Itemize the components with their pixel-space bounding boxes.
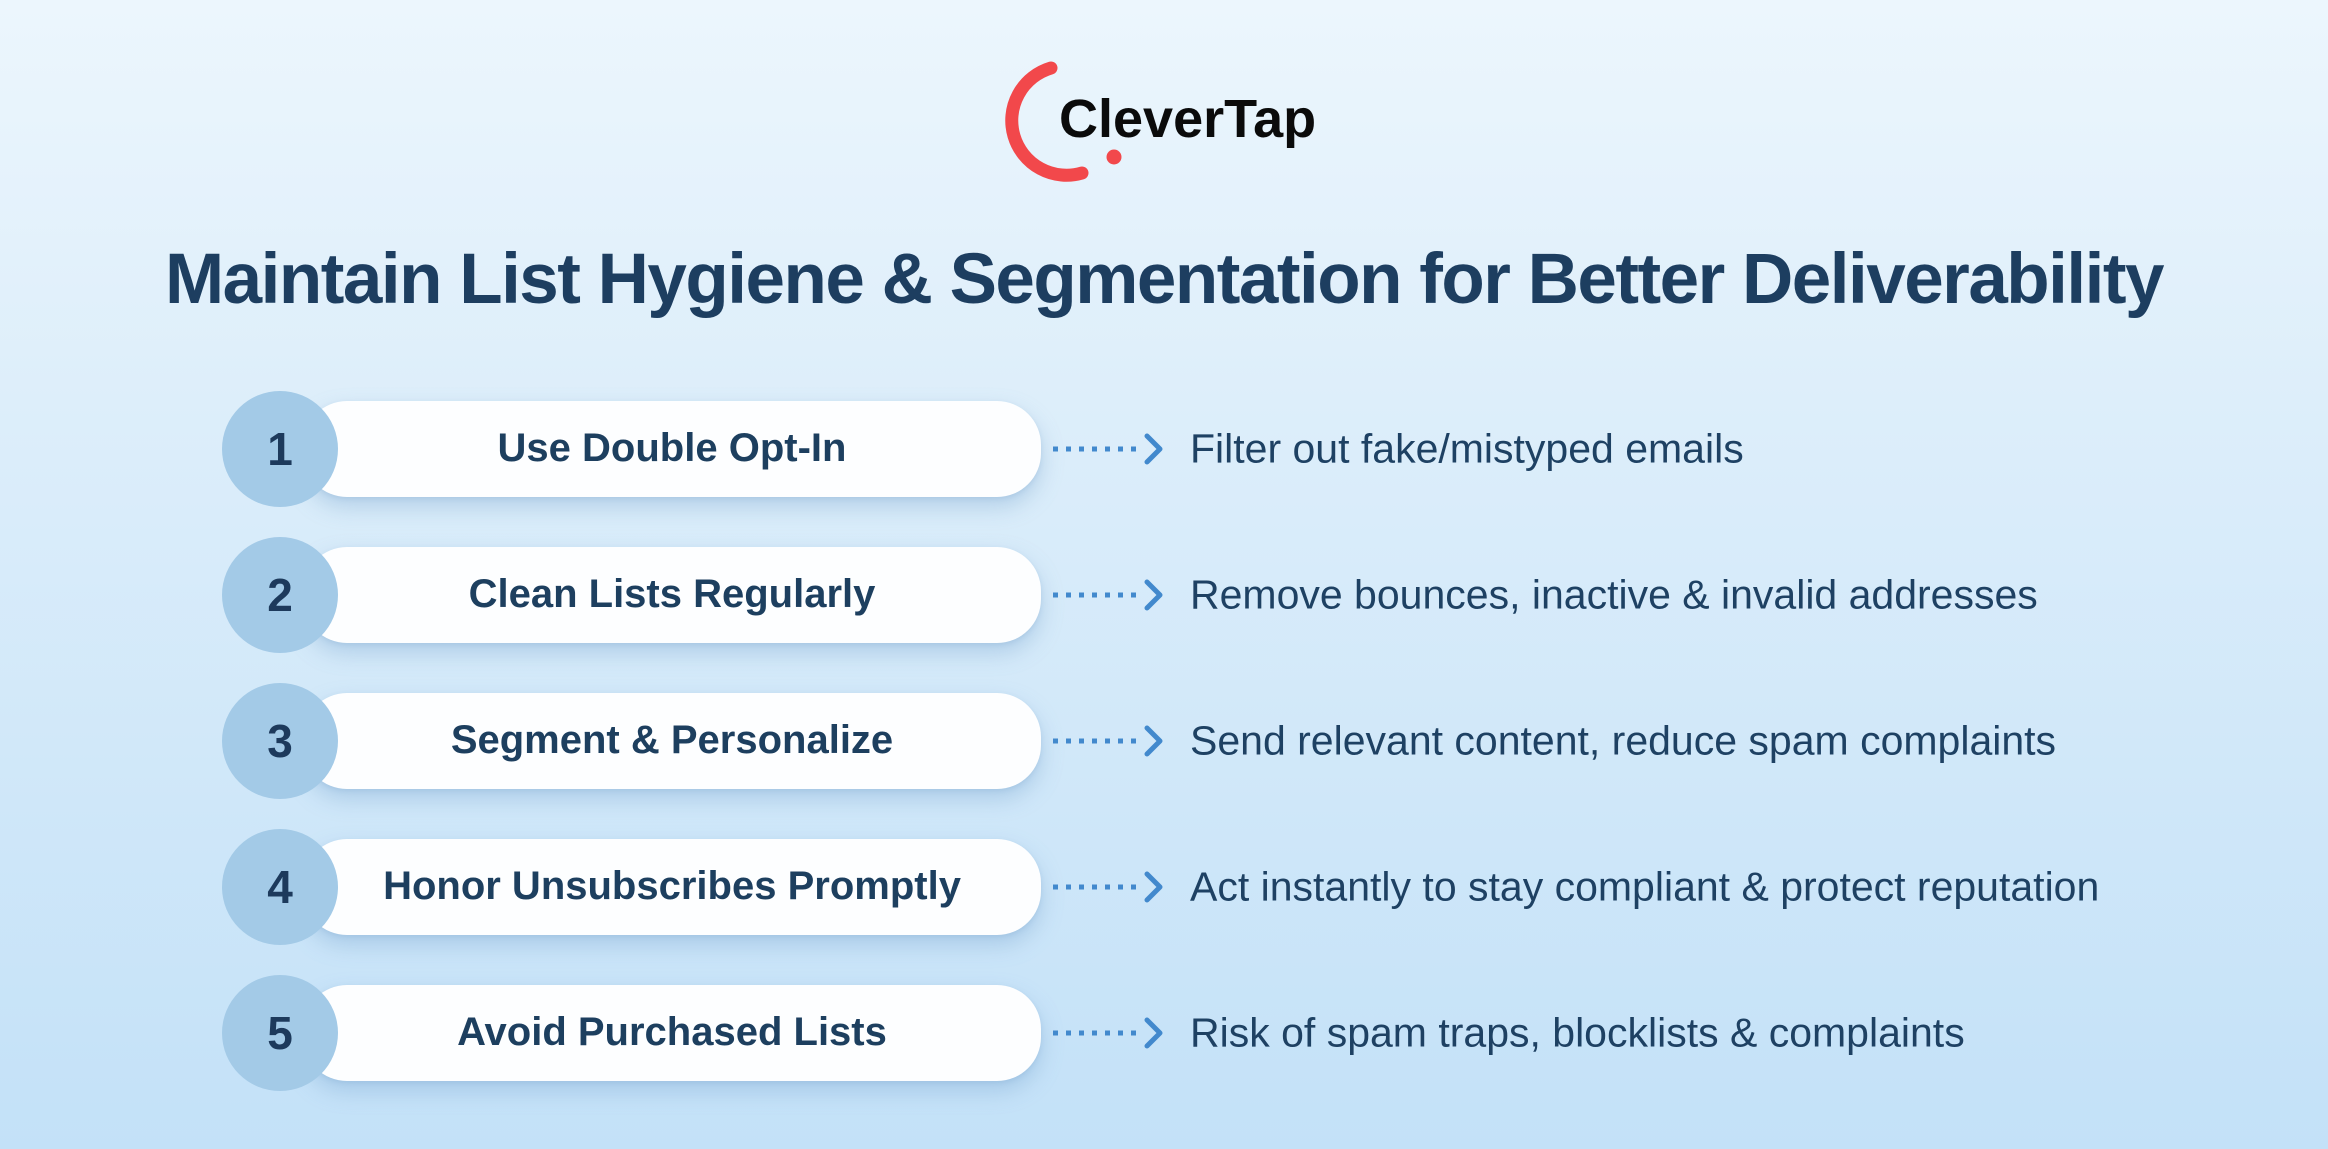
step-label: Use Double Opt-In bbox=[497, 426, 847, 471]
step-pill bbox=[303, 547, 1041, 643]
dotted-arrow-icon bbox=[1050, 721, 1172, 761]
step-number-badge: 2 bbox=[222, 537, 338, 653]
step-row-4 bbox=[0, 829, 2328, 945]
steps-list bbox=[0, 391, 2328, 1091]
step-label: Avoid Purchased Lists bbox=[457, 1010, 887, 1055]
logo-dot-icon bbox=[1107, 150, 1122, 165]
step-label: Honor Unsubscribes Promptly bbox=[383, 864, 961, 909]
step-description: Risk of spam traps, blocklists & complaints bbox=[1190, 1009, 1965, 1056]
step-description: Act instantly to stay compliant & protect reputation bbox=[1190, 863, 2100, 910]
step-row-3 bbox=[0, 683, 2328, 799]
step-pill bbox=[303, 985, 1041, 1081]
clevertap-logo bbox=[1003, 54, 1325, 189]
step-number-badge: 4 bbox=[222, 829, 338, 945]
step-description: Remove bounces, inactive & invalid addresses bbox=[1190, 571, 2038, 618]
step-row-1 bbox=[0, 391, 2328, 507]
step-label: Clean Lists Regularly bbox=[468, 572, 876, 617]
step-pill bbox=[303, 401, 1041, 497]
step-number-badge: 5 bbox=[222, 975, 338, 1091]
logo-wordmark: CleverTap bbox=[1059, 89, 1317, 149]
dotted-arrow-icon bbox=[1050, 575, 1172, 615]
dotted-arrow-icon bbox=[1050, 1013, 1172, 1053]
step-description: Filter out fake/mistyped emails bbox=[1190, 425, 1744, 472]
step-description: Send relevant content, reduce spam complaints bbox=[1190, 717, 2057, 764]
step-number-badge: 3 bbox=[222, 683, 338, 799]
dotted-arrow-icon bbox=[1050, 429, 1172, 469]
step-pill bbox=[303, 839, 1041, 935]
dotted-arrow-icon bbox=[1050, 867, 1172, 907]
step-row-2 bbox=[0, 537, 2328, 653]
step-label: Segment & Personalize bbox=[450, 718, 894, 763]
step-pill bbox=[303, 693, 1041, 789]
page-title: Maintain List Hygiene & Segmentation for Better Deliverability bbox=[165, 240, 2163, 319]
step-number-badge: 1 bbox=[222, 391, 338, 507]
step-row-5 bbox=[0, 975, 2328, 1091]
